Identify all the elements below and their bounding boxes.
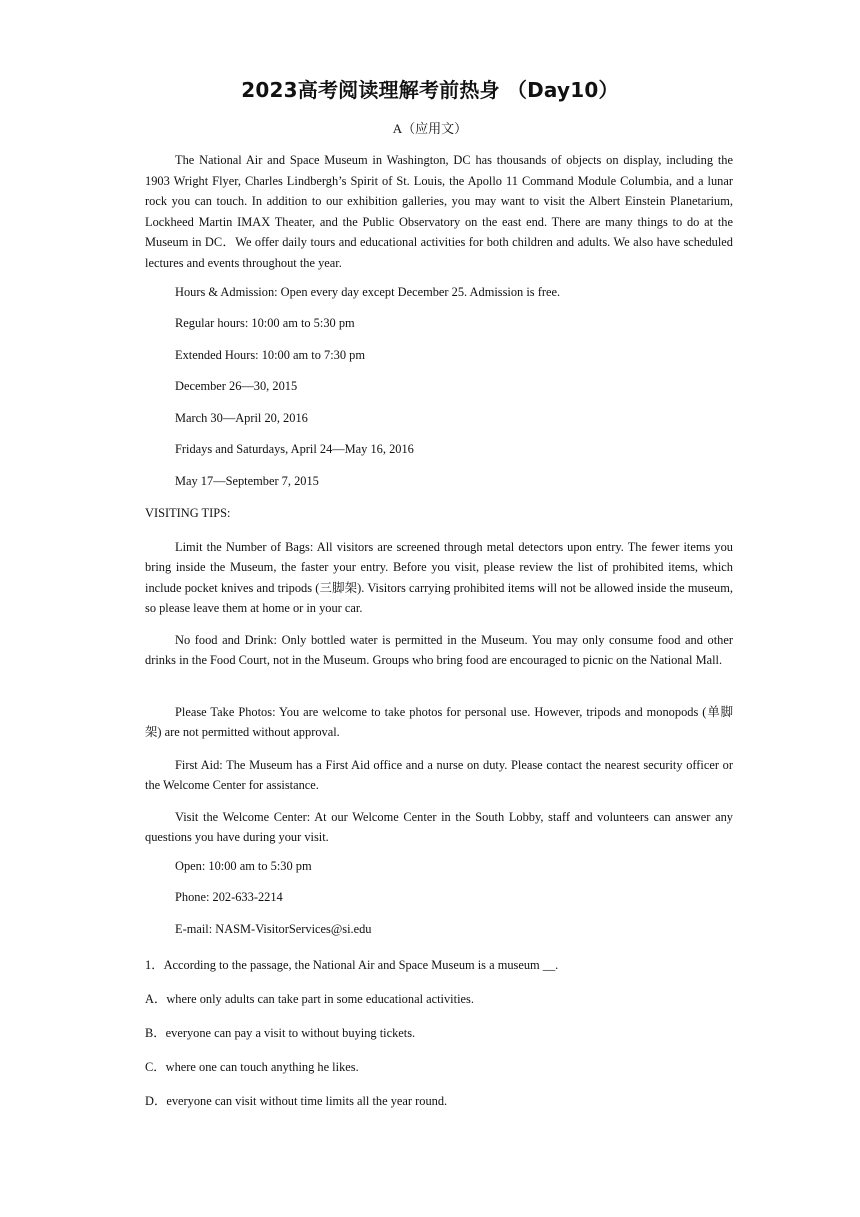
option-d: D．everyone can visit without time limits all the year round. bbox=[145, 1094, 448, 1108]
intro-paragraph: The National Air and Space Museum in Washington, DC has thousands of objects on display, including the 1903 Wright Flyer, Charles Lindbergh’s Spirit of St. Louis, the Apollo 11 Command Module Columbia, and a lunar rock you can touch. In addition to our exhibition galleries, you may want to visit the Albert Einstein Planetarium, Lockheed Martin IMAX Theater, and the Public Observatory on the east end. There are many things to do at the Museum in DC．We offer daily tours and educational activities for both children and adults. We also have scheduled lectures and events throughout the year. bbox=[145, 153, 733, 270]
regular-hours: Regular hours: 10:00 am to 5:30 pm bbox=[175, 316, 355, 330]
welcome-email: E-mail: NASM-VisitorServices@si.edu bbox=[175, 922, 372, 936]
extended-hours: Extended Hours: 10:00 am to 7:30 pm bbox=[175, 348, 365, 362]
question-stem: 1．According to the passage, the National Air and Space Museum is a museum __. bbox=[145, 958, 559, 972]
date-range-3: Fridays and Saturdays, April 24—May 16, 2016 bbox=[175, 442, 414, 456]
tip-welcome-center: Visit the Welcome Center: At our Welcome Center in the South Lobby, staff and volunteers can answer any questions you have during your visit. bbox=[145, 810, 733, 845]
hours-admission: Hours & Admission: Open every day except December 25. Admission is free. bbox=[175, 285, 561, 299]
date-range-2: March 30—April 20, 2016 bbox=[175, 411, 308, 425]
tip-food: No food and Drink: Only bottled water is permitted in the Museum. You may only consume food and other drinks in the Food Court, not in the Museum. Groups who bring food are encouraged to picnic on the National Mall. bbox=[145, 633, 733, 668]
welcome-open-hours: Open: 10:00 am to 5:30 pm bbox=[175, 859, 312, 873]
tips-heading: VISITING TIPS: bbox=[145, 506, 231, 520]
section-subtitle: A（应用文） bbox=[392, 121, 468, 136]
option-c: C．where one can touch anything he likes. bbox=[145, 1060, 359, 1074]
tip-photos: Please Take Photos: You are welcome to take photos for personal use. However, tripods and monopods (单脚架) are not permitted without approval. bbox=[145, 705, 733, 740]
option-a: A．where only adults can take part in some educational activities. bbox=[145, 992, 474, 1006]
page-title: 2023高考阅读理解考前热身 （Day10） bbox=[241, 78, 619, 102]
tip-first-aid: First Aid: The Museum has a First Aid office and a nurse on duty. Please contact the nearest security officer or the Welcome Center for assistance. bbox=[145, 758, 733, 793]
welcome-phone: Phone: 202-633-2214 bbox=[175, 890, 283, 904]
date-range-1: December 26—30, 2015 bbox=[175, 379, 298, 393]
tip-bags: Limit the Number of Bags: All visitors are screened through metal detectors upon entry. The fewer items you bring inside the Museum, the faster your entry. Before you visit, please review the list of prohibited items, which include pocket knives and tripods (三脚架). Visitors carrying prohibited items will not be allowed inside the museum, so please leave them at home or in your car. bbox=[145, 540, 733, 616]
option-b: B．everyone can pay a visit to without buying tickets. bbox=[145, 1026, 416, 1040]
date-range-4: May 17—September 7, 2015 bbox=[175, 474, 319, 488]
